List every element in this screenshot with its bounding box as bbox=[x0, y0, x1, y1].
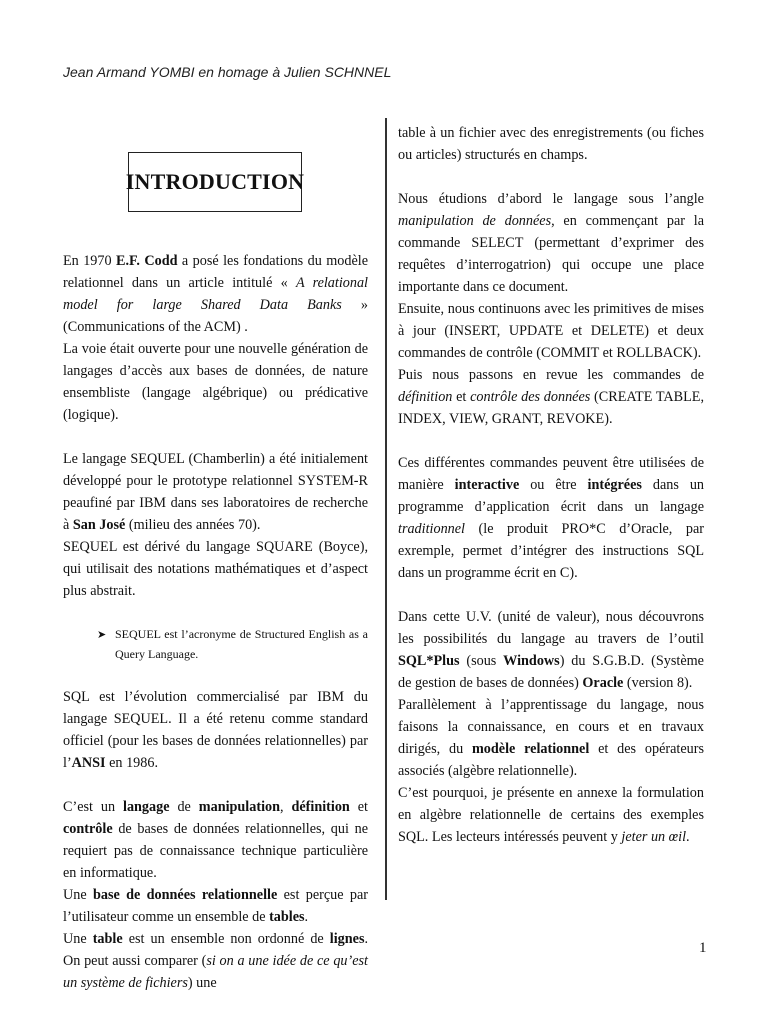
bullet-text: SEQUEL est l’acronyme de Structured English as a Query Language. bbox=[115, 627, 368, 661]
text-run: Puis nous passons en revue les commandes de bbox=[398, 367, 704, 383]
bold-text: intégrées bbox=[587, 477, 642, 493]
bold-text: table bbox=[92, 931, 123, 947]
italic-text: traditionnel bbox=[398, 521, 465, 537]
bold-text: contrôle bbox=[63, 821, 113, 837]
text-run: (milieu des années 70). bbox=[125, 517, 261, 533]
bold-text: base de données relationnelle bbox=[92, 887, 278, 903]
text-run: (CREATE TABLE, INDEX, VIEW, GRANT, REVOKE). bbox=[398, 389, 704, 427]
text-run: (version 8). bbox=[623, 675, 693, 691]
text-run: table à un fichier avec des enregistrements (ou fiches ou articles) structurés en champs. bbox=[398, 125, 704, 163]
bold-text: San José bbox=[72, 517, 126, 533]
text-run: et bbox=[349, 799, 368, 815]
text-run: Une bbox=[63, 931, 93, 947]
page-title: INTRODUCTION bbox=[125, 169, 305, 194]
paragraph bbox=[63, 796, 368, 884]
paragraph bbox=[63, 928, 368, 994]
paragraph bbox=[63, 338, 368, 426]
bold-text: modèle relationnel bbox=[471, 741, 590, 757]
paragraph bbox=[63, 686, 368, 774]
text-run: . bbox=[686, 829, 690, 845]
text-run: SQL est l’évolution commercialisé par IBM du langage SEQUEL. Il a été retenu comme standard officiel (pour les bases de données relationnelles) par l’ bbox=[63, 689, 368, 771]
text-run: Parallèlement à l’apprentissage du langage, nous faisons la connaissance, en cours et en travaux dirigés, du bbox=[398, 697, 704, 757]
italic-text: si on a une idée de ce qu’est un système de fichiers bbox=[63, 953, 368, 991]
text-run: de bases de données relationnelles, qui ne requiert pas de connaissance technique particulière en informatique. bbox=[63, 821, 368, 881]
bold-text: langage bbox=[123, 799, 170, 815]
title-box bbox=[125, 152, 305, 212]
page-number: 1 bbox=[699, 940, 707, 956]
text-run: Nous étudions d’abord le langage sous l’angle bbox=[398, 191, 704, 207]
text-run: (le produit PRO*C d’Oracle, par exremple, permet d’intégrer des instructions SQL dans un programme écrit en C). bbox=[398, 521, 704, 581]
bold-text: Oracle bbox=[582, 675, 624, 691]
text-run: et des opérateurs associés (algèbre relationnelle). bbox=[398, 741, 704, 779]
bold-text: SQL*Plus bbox=[398, 653, 460, 669]
text-run: . On peut aussi comparer ( bbox=[63, 931, 369, 969]
text-run: en 1986. bbox=[105, 755, 158, 771]
paragraph bbox=[398, 606, 704, 694]
text-run: et bbox=[452, 389, 471, 405]
paragraph bbox=[398, 452, 704, 584]
bold-text: E.F. Codd bbox=[116, 253, 178, 269]
column-divider bbox=[385, 118, 387, 900]
text-run: » (Communications of the ACM) . bbox=[63, 297, 368, 335]
bold-text: ANSI bbox=[71, 755, 106, 771]
text-run: SEQUEL est dérivé du langage SQUARE (Boyce), qui utilisait des notations mathématiques et d’aspect plus abstrait. bbox=[63, 539, 368, 599]
text-run: dans un programme d’application écrit dans un langage bbox=[398, 477, 705, 515]
text-run: (sous bbox=[459, 653, 504, 669]
bullet-arrow-icon: ➤ bbox=[97, 629, 107, 641]
paragraph bbox=[398, 122, 704, 166]
bullet-item bbox=[63, 624, 368, 664]
paragraph bbox=[63, 536, 368, 602]
bold-text: lignes bbox=[329, 931, 365, 947]
italic-text: A relational model for large Shared Data Banks bbox=[63, 275, 369, 313]
text-run: est perçue par l’utilisateur comme un ensemble de bbox=[63, 887, 368, 925]
paragraph bbox=[63, 448, 368, 536]
text-run: est un ensemble non ordonné de bbox=[122, 931, 330, 947]
text-run: En 1970 bbox=[63, 253, 117, 269]
text-run: Ensuite, nous continuons avec les primitives de mises à jour (INSERT, UPDATE et DELETE) et deux commandes de contrôle (COMMIT et ROLLBACK). bbox=[398, 301, 704, 361]
italic-text: contrôle des données bbox=[470, 389, 591, 405]
bold-text: interactive bbox=[454, 477, 520, 493]
paragraph bbox=[398, 782, 704, 848]
text-run: Ces différentes commandes peuvent être utilisées de manière bbox=[398, 455, 704, 493]
text-run: a posé les fondations du modèle relationnel dans un article intitulé « bbox=[63, 253, 369, 291]
text-run: Dans cette U.V. (unité de valeur), nous découvrons les possibilités du langage au travers de l’outil bbox=[398, 609, 704, 647]
text-run: , bbox=[280, 799, 292, 815]
text-run: ou être bbox=[519, 477, 588, 493]
paragraph bbox=[63, 884, 368, 928]
paragraph bbox=[398, 364, 704, 430]
paragraph bbox=[398, 188, 704, 298]
bold-text: Windows bbox=[503, 653, 560, 669]
bold-text: définition bbox=[291, 799, 350, 815]
bold-text: tables bbox=[269, 909, 305, 925]
text-run: C’est un bbox=[63, 799, 123, 815]
text-run: Le langage SEQUEL (Chamberlin) a été initialement développé pour le prototype relationnel SYSTEM-R peaufiné par IBM dans ses laboratoires de recherche à bbox=[63, 451, 368, 533]
paragraph bbox=[398, 298, 704, 364]
text-run: ) du S.G.B.D. (Système de gestion de bases de données) bbox=[398, 653, 704, 691]
text-run: ) une bbox=[187, 975, 217, 991]
text-run: de bbox=[169, 799, 199, 815]
italic-text: jeter un œil bbox=[621, 829, 687, 845]
right-column bbox=[398, 122, 704, 848]
text-run: . bbox=[304, 909, 309, 925]
bold-text: manipulation bbox=[198, 799, 280, 815]
italic-text: définition bbox=[398, 389, 453, 405]
text-run: C’est pourquoi, je présente en annexe la formulation en algèbre relationnelle de certains des exemples SQL. Les lecteurs intéressés peuvent y bbox=[398, 785, 704, 845]
paragraph bbox=[398, 694, 704, 782]
italic-text: manipulation de données bbox=[398, 213, 552, 229]
left-column bbox=[63, 250, 368, 994]
page-header: Jean Armand YOMBI en homage à Julien SCHNNEL bbox=[63, 64, 392, 80]
text-run: Une bbox=[63, 887, 93, 903]
text-run: La voie était ouverte pour une nouvelle génération de langages d’accès aux bases de données, de nature ensembliste (langage algébrique) ou prédicative (logique). bbox=[63, 341, 368, 423]
text-run: , en commençant par la commande SELECT (permettant d’exprimer des requêtes d’interrogatrion) qui occupe une place importante dans ce document. bbox=[398, 213, 704, 295]
paragraph bbox=[63, 250, 368, 338]
